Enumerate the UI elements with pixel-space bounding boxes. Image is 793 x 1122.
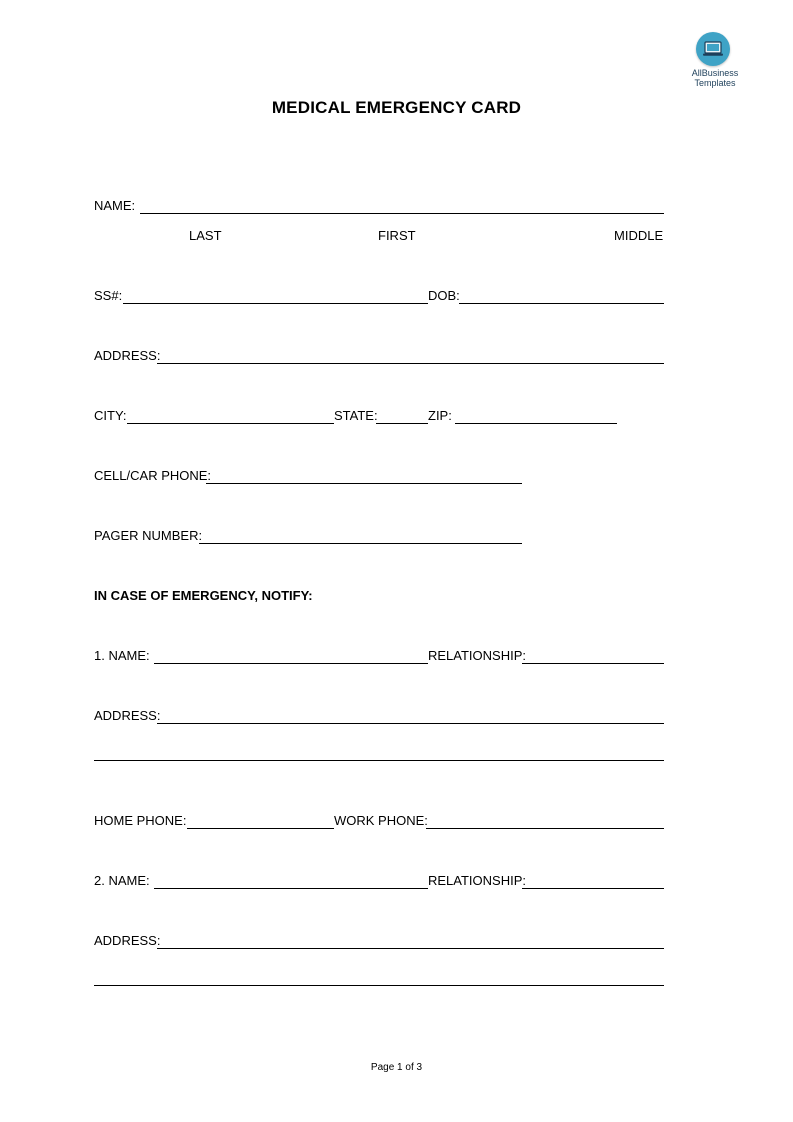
laptop-icon (696, 32, 730, 66)
pager-field-line[interactable] (199, 543, 522, 544)
emergency-heading: IN CASE OF EMERGENCY, NOTIFY: (94, 588, 313, 603)
dob-field-line[interactable] (459, 303, 664, 304)
cell-phone-field-line[interactable] (206, 483, 522, 484)
name-label: NAME: (94, 198, 136, 213)
state-label: STATE: (334, 408, 378, 423)
contact2-name-label: 2. NAME: (94, 873, 150, 888)
zip-label: ZIP: (428, 408, 452, 423)
contact2-relationship-field-line[interactable] (522, 888, 664, 889)
logo-text (672, 68, 758, 88)
contact1-name-label: 1. NAME: (94, 648, 150, 663)
contact2-address-field-line[interactable] (157, 948, 664, 949)
name-field-line[interactable] (140, 213, 664, 214)
contact2-relationship-label: RELATIONSHIP: (428, 873, 527, 888)
home-phone-label: HOME PHONE: (94, 813, 187, 828)
home-phone-field-line[interactable] (187, 828, 334, 829)
cell-phone-label: CELL/CAR PHONE: (94, 468, 212, 483)
contact2-name-field-line[interactable] (154, 888, 428, 889)
contact1-address-field-line-2[interactable] (94, 760, 664, 761)
work-phone-field-line[interactable] (426, 828, 664, 829)
contact1-address-label: ADDRESS: (94, 708, 161, 723)
ss-field-line[interactable] (123, 303, 428, 304)
pager-label: PAGER NUMBER: (94, 528, 203, 543)
page-footer: Page 1 of 3 (370, 1062, 423, 1073)
logo-line-1: AllBusiness (691, 68, 739, 78)
contact1-address-field-line[interactable] (157, 723, 664, 724)
contact1-relationship-label: RELATIONSHIP: (428, 648, 527, 663)
city-label: CITY: (94, 408, 127, 423)
state-field-line[interactable] (376, 423, 428, 424)
name-last-caption: LAST (189, 228, 222, 243)
name-middle-caption: MIDDLE (614, 228, 664, 243)
logo-badge (696, 32, 730, 66)
address-field-line[interactable] (157, 363, 664, 364)
contact2-address-label: ADDRESS: (94, 933, 161, 948)
logo-line-2: Templates (694, 78, 736, 88)
contact2-address-field-line-2[interactable] (94, 985, 664, 986)
name-first-caption: FIRST (378, 228, 416, 243)
contact1-relationship-field-line[interactable] (522, 663, 664, 664)
contact1-name-field-line[interactable] (154, 663, 428, 664)
address-label: ADDRESS: (94, 348, 161, 363)
zip-field-line[interactable] (455, 423, 617, 424)
page-title: MEDICAL EMERGENCY CARD (271, 98, 522, 117)
ss-label: SS#: (94, 288, 123, 303)
dob-label: DOB: (428, 288, 460, 303)
city-field-line[interactable] (127, 423, 334, 424)
work-phone-label: WORK PHONE: (334, 813, 428, 828)
